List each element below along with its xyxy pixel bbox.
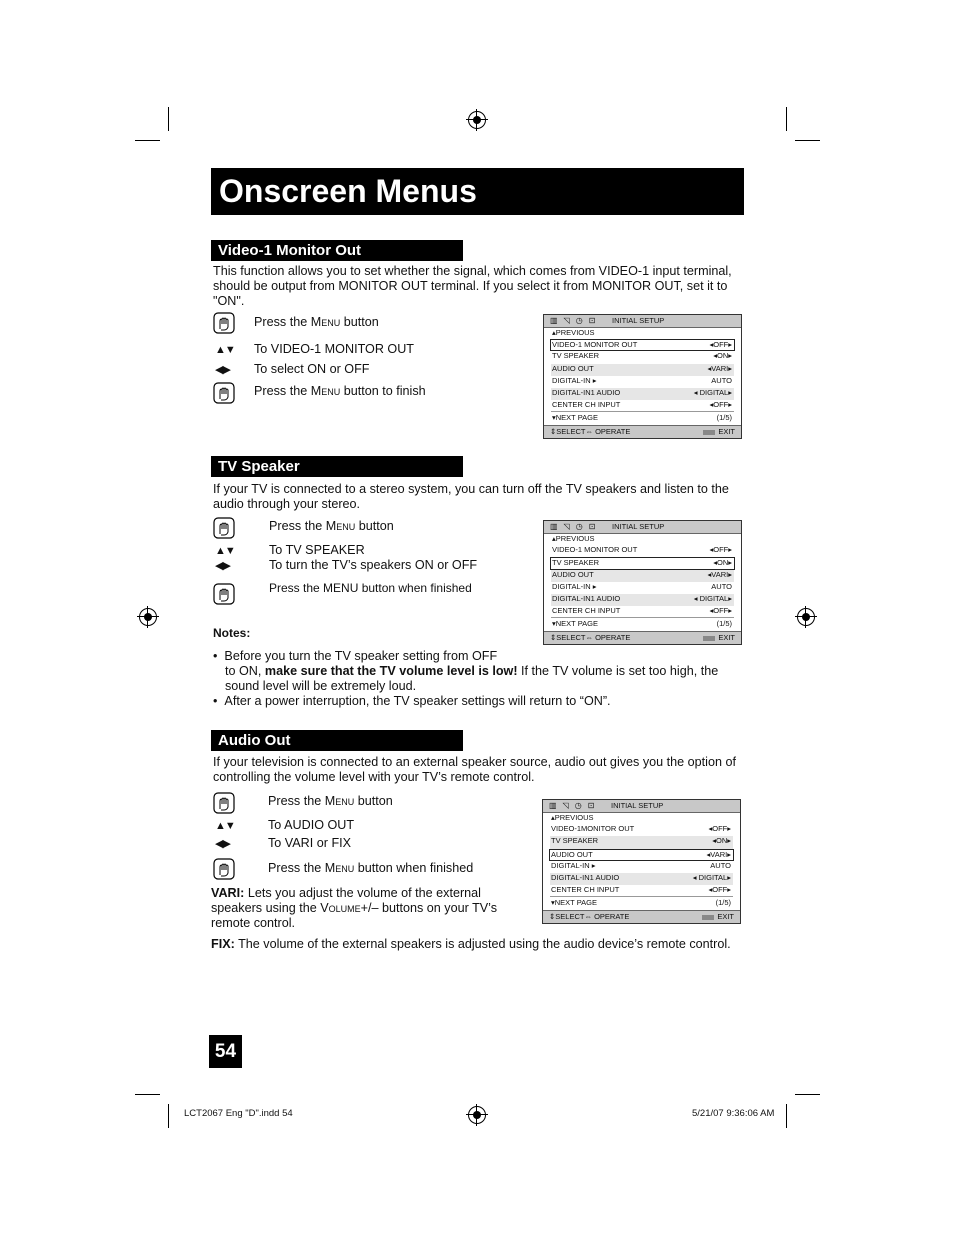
file-slug: LCT2067 Eng "D".indd 54	[184, 1108, 293, 1119]
osd-row-center-ch-input[interactable]: CENTER CH INPUT ◂OFF▸	[552, 606, 732, 616]
page-title: Onscreen Menus	[219, 173, 477, 209]
osd-row-digital-in1-audio[interactable]: DIGITAL-IN1 AUDIO ◂ DIGITAL▸	[550, 873, 733, 885]
osd-menu-initial-setup: ▥◹◷⊡ INITIAL SETUP ▴PREVIOUS VIDEO-1 MONITOR OUT ◂OFF▸ TV SPEAKER ◂ON▸ AUDIO OUT ◂VARI▸ DIGITAL-IN ▸ AUTO DIGITAL-IN1 AUDIO ◂ DIGITAL▸ CENTER CH INPUT ◂OFF▸ ▾NEXT PAGE (1/5) ⇕SELECT⇔ OPERATE EXIT	[543, 314, 742, 439]
osd-row-digital-in[interactable]: DIGITAL-IN ▸ AUTO	[552, 375, 732, 385]
up-down-arrow-icon: ▲▼	[215, 545, 235, 557]
osd-row-tv-speaker[interactable]: TV SPEAKER ◂ON▸	[550, 836, 733, 848]
vari-description: remote control.	[211, 916, 295, 930]
registration-mark-icon	[468, 1106, 486, 1124]
step-select: To turn the TV’s speakers ON or OFF	[269, 558, 478, 572]
registration-mark-icon	[797, 608, 815, 626]
page-title-bar	[211, 168, 744, 215]
osd-row-digital-in1-audio[interactable]: DIGITAL-IN1 AUDIO ◂ DIGITAL▸	[551, 388, 734, 400]
crop-mark	[795, 1094, 820, 1095]
press-button-hand-icon	[213, 858, 235, 880]
section-heading-video1: Video-1 Monitor Out	[211, 240, 463, 261]
registration-mark-icon	[139, 608, 157, 626]
vari-description: speakers using the Volume+/– buttons on your TV’s	[211, 901, 498, 915]
crop-mark	[135, 1094, 160, 1095]
crop-mark	[168, 107, 169, 131]
left-right-arrow-icon: ◀▶	[215, 364, 230, 376]
osd-row-center-ch-input[interactable]: CENTER CH INPUT ◂OFF▸	[552, 400, 732, 410]
osd-row-center-ch-input[interactable]: CENTER CH INPUT ◂OFF▸	[551, 885, 731, 895]
step-select: To select ON or OFF	[254, 362, 370, 376]
step-navigate: To TV SPEAKER	[269, 543, 365, 557]
press-button-hand-icon	[213, 583, 235, 605]
registration-mark-icon	[468, 111, 486, 129]
press-button-hand-icon	[213, 517, 235, 539]
note-bullet: • Before you turn the TV speaker setting from OFF	[213, 649, 498, 663]
crop-mark	[786, 107, 787, 131]
note-text: sound level will be extremely loud.	[225, 679, 417, 693]
crop-mark	[795, 140, 820, 141]
fix-description: FIX: The volume of the external speakers is adjusted using the audio device’s remote control.	[211, 937, 731, 951]
osd-row-digital-in[interactable]: DIGITAL-IN ▸ AUTO	[552, 581, 732, 591]
menu-tab-icons: ▥◹◷⊡	[549, 801, 601, 810]
step-finish: Press the Menu button when finished	[268, 861, 474, 875]
step-press-menu: Press the Menu button	[254, 315, 379, 329]
page-number: 54	[209, 1035, 242, 1068]
osd-row-video1-monitor-out[interactable]: VIDEO-1MONITOR OUT ◂OFF▸	[551, 824, 731, 833]
osd-row-digital-in[interactable]: DIGITAL-IN ▸ AUTO	[551, 860, 731, 870]
osd-row-audio-out[interactable]: AUDIO OUT ◂VARI▸	[549, 849, 734, 861]
left-right-arrow-icon: ◀▶	[215, 560, 230, 572]
osd-row-tv-speaker[interactable]: TV SPEAKER ◂ON▸	[550, 557, 735, 569]
press-button-hand-icon	[213, 382, 235, 404]
step-finish: Press the MENU button when finished	[269, 581, 472, 595]
note-text: to ON, make sure that the TV volume level is low! If the TV volume is set too high, the	[225, 664, 719, 678]
section-heading-audio-out: Audio Out	[211, 730, 463, 751]
step-navigate: To AUDIO OUT	[268, 818, 355, 832]
notes-label: Notes:	[213, 626, 251, 640]
up-down-arrow-icon: ▲▼	[215, 820, 235, 832]
step-navigate: To VIDEO-1 MONITOR OUT	[254, 342, 415, 356]
section-intro: If your television is connected to an external speaker source, audio out gives you the option of controlling the volume level with your TV’s remote control.	[213, 755, 736, 784]
osd-menu-initial-setup: ▥◹◷⊡ INITIAL SETUP ▴PREVIOUS VIDEO-1 MONITOR OUT ◂OFF▸ TV SPEAKER ◂ON▸ AUDIO OUT ◂VARI▸ DIGITAL-IN ▸ AUTO DIGITAL-IN1 AUDIO ◂ DIGITAL▸ CENTER CH INPUT ◂OFF▸ ▾NEXT PAGE (1/5) ⇕SELECT⇔ OPERATE EXIT	[543, 520, 742, 645]
step-press-menu: Press the Menu button	[269, 519, 394, 533]
vari-description: VARI: Lets you adjust the volume of the external	[211, 886, 481, 900]
press-button-hand-icon	[213, 792, 235, 814]
menu-tab-icons: ▥◹◷⊡	[550, 522, 602, 531]
left-right-arrow-icon: ◀▶	[215, 838, 230, 850]
press-button-hand-icon	[213, 312, 235, 334]
crop-mark	[168, 1104, 169, 1128]
step-press-menu: Press the Menu button	[268, 794, 393, 808]
date-slug: 5/21/07 9:36:06 AM	[692, 1108, 775, 1119]
osd-row-audio-out[interactable]: AUDIO OUT ◂VARI▸	[551, 364, 734, 376]
osd-row-audio-out[interactable]: AUDIO OUT ◂VARI▸	[551, 570, 734, 582]
section-heading-tv-speaker: TV Speaker	[211, 456, 463, 477]
osd-row-tv-speaker[interactable]: TV SPEAKER ◂ON▸	[552, 351, 732, 361]
crop-mark	[135, 140, 160, 141]
up-down-arrow-icon: ▲▼	[215, 344, 235, 356]
step-select: To VARI or FIX	[268, 836, 352, 850]
note-bullet: • After a power interruption, the TV speaker settings will return to “ON”.	[213, 694, 611, 708]
crop-mark	[786, 1104, 787, 1128]
osd-row-video1-monitor-out[interactable]: VIDEO-1 MONITOR OUT ◂OFF▸	[552, 545, 732, 554]
section-intro: If your TV is connected to a stereo system, you can turn off the TV speakers and listen to the audio through your stereo.	[213, 482, 729, 511]
step-finish: Press the Menu button to finish	[254, 384, 426, 398]
section-intro: This function allows you to set whether the signal, which comes from VIDEO-1 input terminal, should be output from MONITOR OUT terminal. If you select it from MONITOR OUT, set it to "ON".	[213, 264, 732, 308]
osd-row-digital-in1-audio[interactable]: DIGITAL-IN1 AUDIO ◂ DIGITAL▸	[551, 594, 734, 606]
osd-menu-initial-setup: ▥◹◷⊡ INITIAL SETUP ▴PREVIOUS VIDEO-1MONITOR OUT ◂OFF▸ TV SPEAKER ◂ON▸ AUDIO OUT ◂VARI▸ DIGITAL-IN ▸ AUTO DIGITAL-IN1 AUDIO ◂ DIGITAL▸ CENTER CH INPUT ◂OFF▸ ▾NEXT PAGE (1/5) ⇕SELECT⇔ OPERATE EXIT	[542, 799, 741, 924]
osd-row-video1-monitor-out[interactable]: VIDEO-1 MONITOR OUT ◂OFF▸	[550, 339, 735, 351]
menu-tab-icons: ▥◹◷⊡	[550, 316, 602, 325]
